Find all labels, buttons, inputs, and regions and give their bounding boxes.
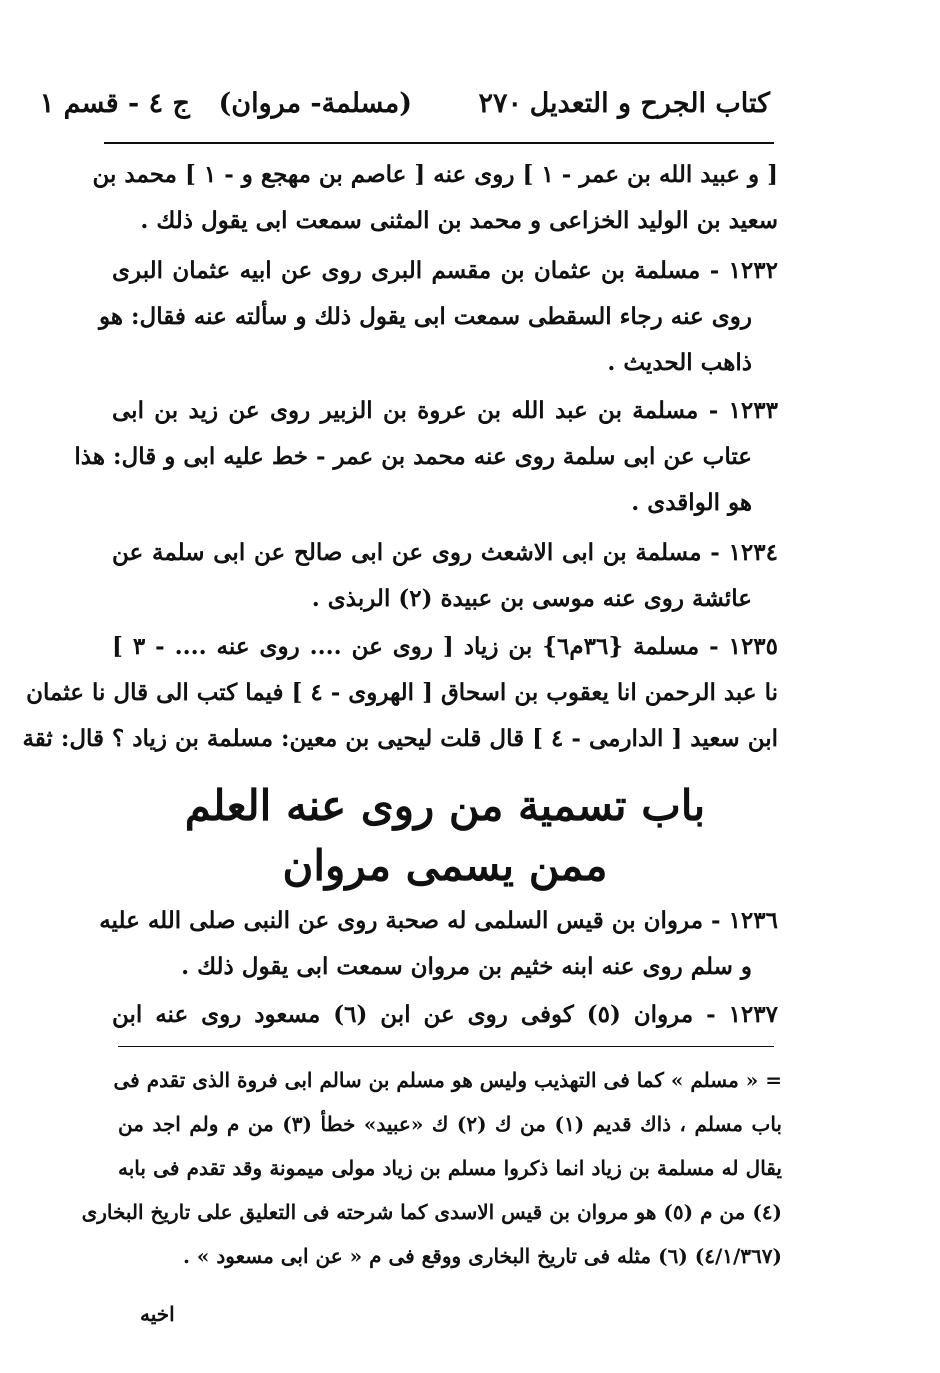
volume-part: ج ٤ - قسم ١ [39, 88, 190, 119]
text-line: نا عبد الرحمن انا يعقوب بن اسحاق [ الهروى - ٤ ] فيما كتب الى قال نا عثمان [26, 679, 778, 706]
footnote-rule [118, 1046, 774, 1047]
book-title: كتاب الجرح و التعديل [529, 88, 770, 119]
footnote-line: باب مسلم ، ذاك قديم (١) من ك (٢) ك «عبيد» خطأ (٣) من م ولم اجد من [118, 1112, 782, 1136]
entry-range: (مسلمة- مروان) [218, 88, 412, 119]
text-line: ذاهب الحديث . [607, 349, 752, 376]
header-rule [104, 142, 774, 144]
text-line: ابن سعيد [ الدارمى - ٤ ] قال قلت ليحيى بن معين: مسلمة بن زياد ؟ قال: ثقة [22, 725, 778, 752]
section-heading-line-1: باب تسمية من روى عنه العلم [184, 781, 706, 830]
footnote-line: (٤/١/٣٦٧) (٦) مثله فى تاريخ البخارى ووقع فى م « عن ابى مسعود » . [182, 1244, 782, 1268]
entry-1236-line: ١٢٣٦ - مروان بن قيس السلمى له صحبة روى عن النبى صلى الله عليه [99, 907, 778, 934]
entry-1234-line: ١٢٣٤ - مسلمة بن ابى الاشعث روى عن ابى صالح عن ابى سلمة عن [112, 539, 778, 566]
text-line: روى عنه رجاء السقطى سمعت ابى يقول ذلك و سألته عنه فقال: هو [98, 303, 752, 330]
section-heading-line-2: ممن يسمى مروان [282, 841, 608, 890]
text-line: هو الواقدى . [631, 489, 752, 516]
footnote-line: (٤) من م (٥) هو مروان بن قيس الاسدى كما شرحته فى التعليق على تاريخ البخارى [81, 1200, 782, 1224]
entry-1233-line: ١٢٣٣ - مسلمة بن عبد الله بن عروة بن الزبير روى عن زيد بن ابى [112, 397, 778, 424]
running-header [39, 82, 770, 126]
text-line: [ و عبيد الله بن عمر - ١ ] روى عنه [ عاصم بن مهجع و - ١ ] محمد بن [92, 161, 778, 188]
text-line: و سلم روى عنه ابنه خثيم بن مروان سمعت ابى يقول ذلك . [181, 953, 752, 980]
entry-1232-line: ١٢٣٢ - مسلمة بن عثمان بن مقسم البرى روى عن ابيه عثمان البرى [112, 257, 778, 284]
footnote-line: = « مسلم » كما فى التهذيب وليس هو مسلم بن سالم ابى فروة الذى تقدم فى [113, 1068, 782, 1092]
catchword: اخيه [140, 1302, 175, 1326]
footnote-line: يقال له مسلمة بن زياد انما ذكروا مسلم بن زياد مولى ميمونة وقد تقدم فى بابه [118, 1156, 782, 1180]
text-line: عائشة روى عنه موسى بن عبيدة (٢) الربذى . [311, 585, 752, 612]
text-line: سعيد بن الوليد الخزاعى و محمد بن المثنى سمعت ابى يقول ذلك . [140, 207, 778, 234]
entry-1235-line: ١٢٣٥ - مسلمة {٣٦م٦} بن زياد [ روى عن .... روى عنه .... - ٣ ] [112, 633, 779, 660]
text-line: عتاب عن ابى سلمة روى عنه محمد بن عمر - خط عليه ابى و قال: هذا [74, 443, 752, 470]
entry-1237-line: ١٢٣٧ - مروان (٥) كوفى روى عن ابن (٦) مسعود روى عنه ابن [112, 1001, 778, 1028]
page-number: ٢٧٠ [478, 88, 522, 119]
